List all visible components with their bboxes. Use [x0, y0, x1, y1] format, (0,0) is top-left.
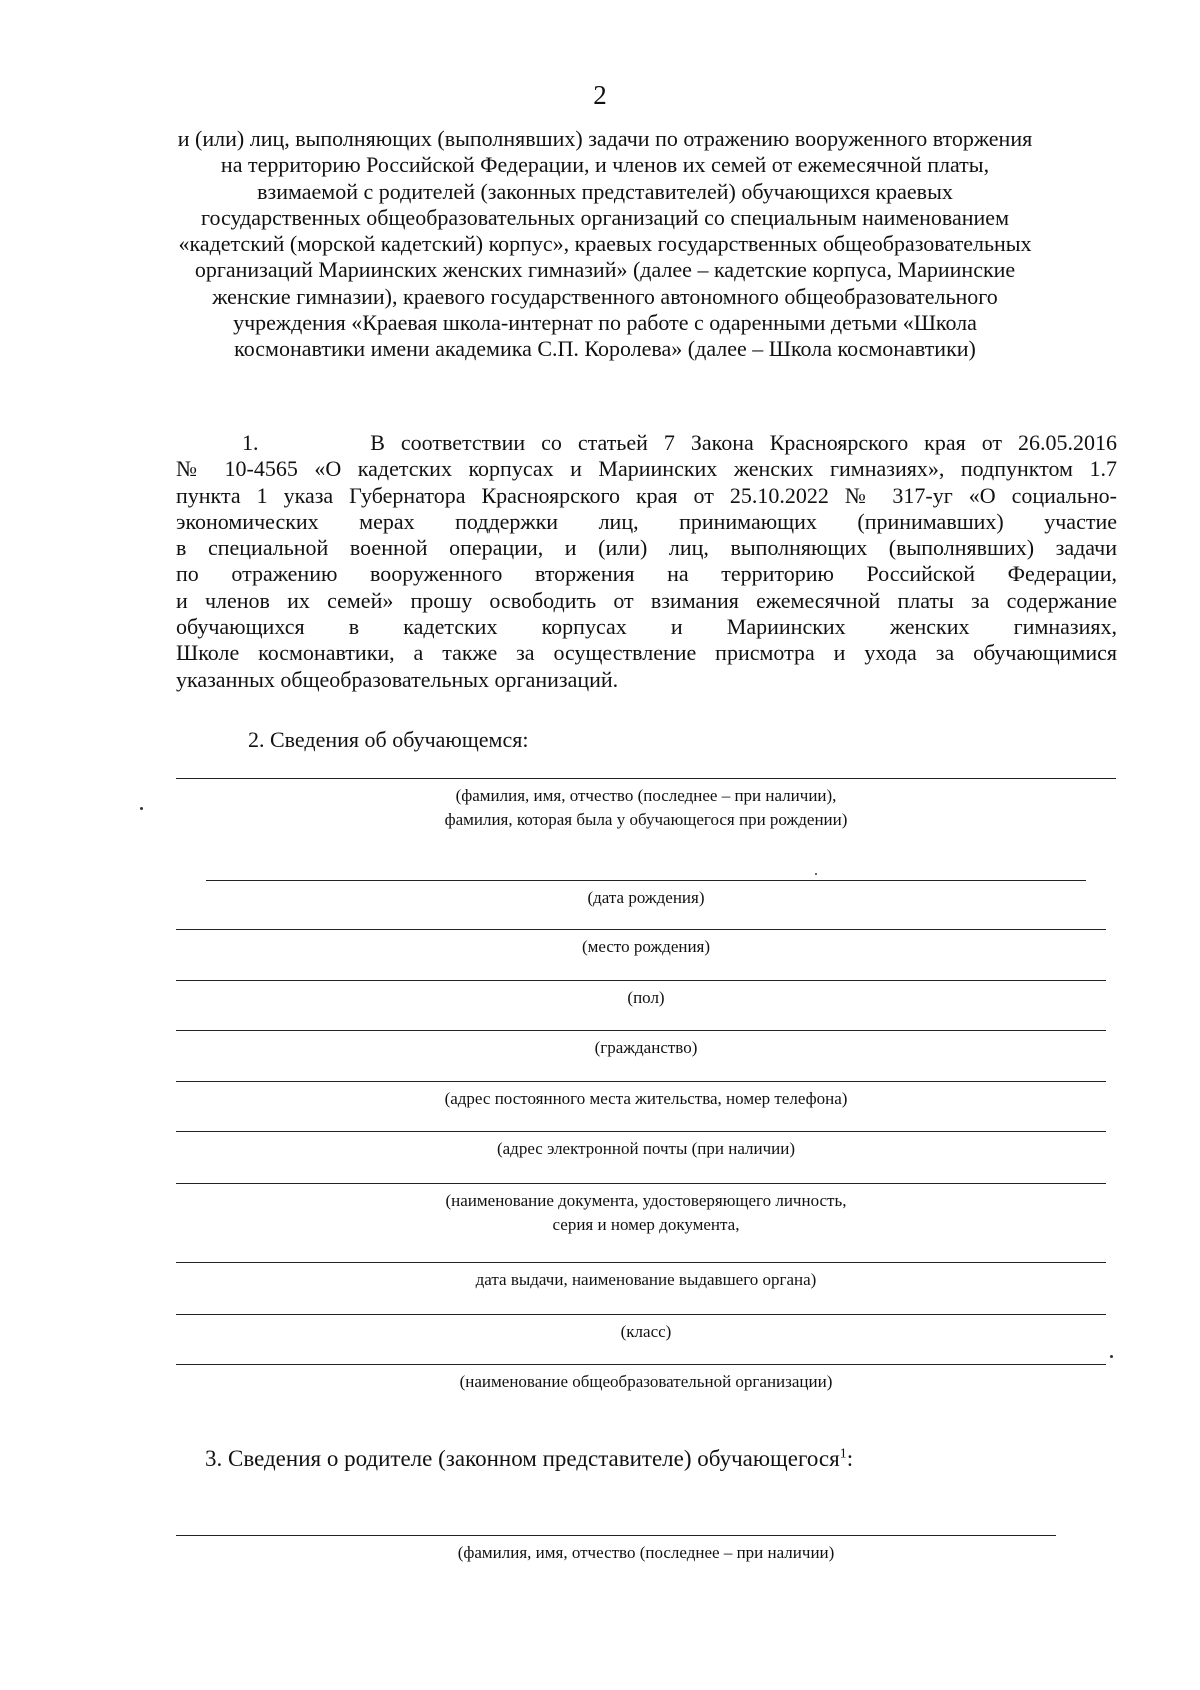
issue-info-caption — [176, 1268, 1116, 1292]
citizenship-caption — [176, 1036, 1116, 1060]
caption-line: (фамилия, имя, отчество (последнее – при наличии) — [457, 1543, 835, 1562]
title-line: космонавтики имени академика С.П. Королева» (далее – Школа космонавтики) — [234, 336, 976, 362]
id-document-caption — [176, 1189, 1116, 1237]
paragraph-line: и членов их семей» прошу освободить от взимания ежемесячной платы за содержание — [176, 587, 1117, 613]
email-caption — [176, 1137, 1116, 1161]
caption-line: (фамилия, имя, отчество (последнее – при наличии), — [455, 786, 837, 805]
id-document-field[interactable] — [176, 1183, 1106, 1184]
full-name-field[interactable] — [176, 778, 1116, 779]
title-line: государственных общеобразовательных организаций со специальным наименованием — [201, 204, 1009, 230]
caption-line: (наименование документа, удостоверяющего личность, — [445, 1191, 847, 1210]
scan-speck — [140, 807, 143, 810]
paragraph-line: экономических мерах поддержки лиц, принимающих (принимавших) участие — [176, 508, 1117, 534]
caption-line: (дата рождения) — [587, 888, 705, 907]
document-title — [170, 126, 1040, 363]
school-name-caption — [176, 1370, 1116, 1394]
birth-date-field[interactable] — [206, 880, 1086, 881]
caption-line: (адрес постоянного места жительства, номер телефона) — [444, 1089, 848, 1108]
citizenship-field[interactable] — [176, 1030, 1106, 1031]
paragraph-line: Школе космонавтики, а также за осуществление присмотра и ухода за обучающимися — [176, 640, 1117, 666]
address-phone-caption — [176, 1087, 1116, 1111]
section-2-heading: 2. Сведения об обучающемся: — [248, 727, 529, 752]
title-line: на территорию Российской Федерации, и членов их семей от ежемесячной платы, — [220, 152, 990, 178]
title-line: взимаемой с родителей (законных представителей) обучающихся краевых — [257, 178, 953, 204]
scan-speck — [1110, 1355, 1113, 1358]
full-name-caption — [176, 784, 1116, 832]
title-line: «кадетский (морской кадетский) корпус», краевых государственных общеобразовательных — [178, 231, 1032, 257]
section-3-heading — [205, 1446, 853, 1472]
page-number: 2 — [593, 80, 607, 110]
school-name-field[interactable] — [176, 1364, 1106, 1365]
title-line: организаций Мариинских женских гимназий» (далее – кадетские корпуса, Мариинские — [194, 257, 1016, 283]
caption-line: серия и номер документа, — [552, 1215, 740, 1234]
paragraph-line: по отражению вооруженного вторжения на территорию Российской Федерации, — [176, 561, 1117, 587]
email-field[interactable] — [176, 1131, 1106, 1132]
paragraph-line: указанных общеобразовательных организаций. — [176, 666, 619, 692]
birth-date-caption — [176, 886, 1116, 910]
birth-place-field[interactable] — [176, 929, 1106, 930]
title-line: и (или) лиц, выполняющих (выполнявших) задачи по отражению вооруженного вторжения — [177, 126, 1033, 151]
caption-line: фамилия, которая была у обучающегося при рождении) — [444, 810, 848, 829]
caption-line: дата выдачи, наименование выдавшего органа) — [475, 1270, 817, 1289]
title-line: женские гимназии), краевого государственного автономного общеобразовательного — [212, 283, 998, 309]
paragraph-1 — [176, 430, 1117, 693]
title-line: учреждения «Краевая школа-интернат по работе с одаренными детьми «Школа — [233, 310, 977, 336]
paragraph-line: 1. В соответствии со статьей 7 Закона Красноярского края от 26.05.2016 — [242, 430, 1117, 455]
sex-field[interactable] — [176, 980, 1106, 981]
caption-line: (наименование общеобразовательной организации) — [459, 1372, 833, 1391]
section-3-text: 3. Сведения о родителе (законном представителе) обучающегося — [205, 1446, 840, 1471]
paragraph-line: обучающихся в кадетских корпусах и Мариинских женских гимназиях, — [176, 614, 1117, 640]
parent-full-name-field[interactable] — [176, 1535, 1056, 1536]
paragraph-line: пункта 1 указа Губернатора Красноярского края от 25.10.2022 № 317-уг «О социально- — [176, 482, 1117, 508]
sex-caption — [176, 986, 1116, 1010]
caption-line: (адрес электронной почты (при наличии) — [496, 1139, 796, 1158]
paragraph-line: в специальной военной операции, и (или) лиц, выполняющих (выполнявших) задачи — [176, 535, 1117, 561]
issue-info-field[interactable] — [176, 1262, 1106, 1263]
class-caption — [176, 1320, 1116, 1344]
caption-line: (гражданство) — [594, 1038, 698, 1057]
section-3-colon: : — [846, 1446, 854, 1471]
address-phone-field[interactable] — [176, 1081, 1106, 1082]
caption-line: (место рождения) — [581, 937, 711, 956]
birth-place-caption — [176, 935, 1116, 959]
caption-line: (пол) — [627, 988, 665, 1007]
parent-full-name-caption — [176, 1541, 1116, 1565]
scan-speck — [815, 873, 817, 875]
footnote-mark[interactable]: 1 — [839, 1446, 847, 1462]
paragraph-line: № 10-4565 «О кадетских корпусах и Мариинских женских гимназиях», подпунктом 1.7 — [176, 456, 1117, 482]
class-field[interactable] — [176, 1314, 1106, 1315]
caption-line: (класс) — [620, 1322, 672, 1341]
